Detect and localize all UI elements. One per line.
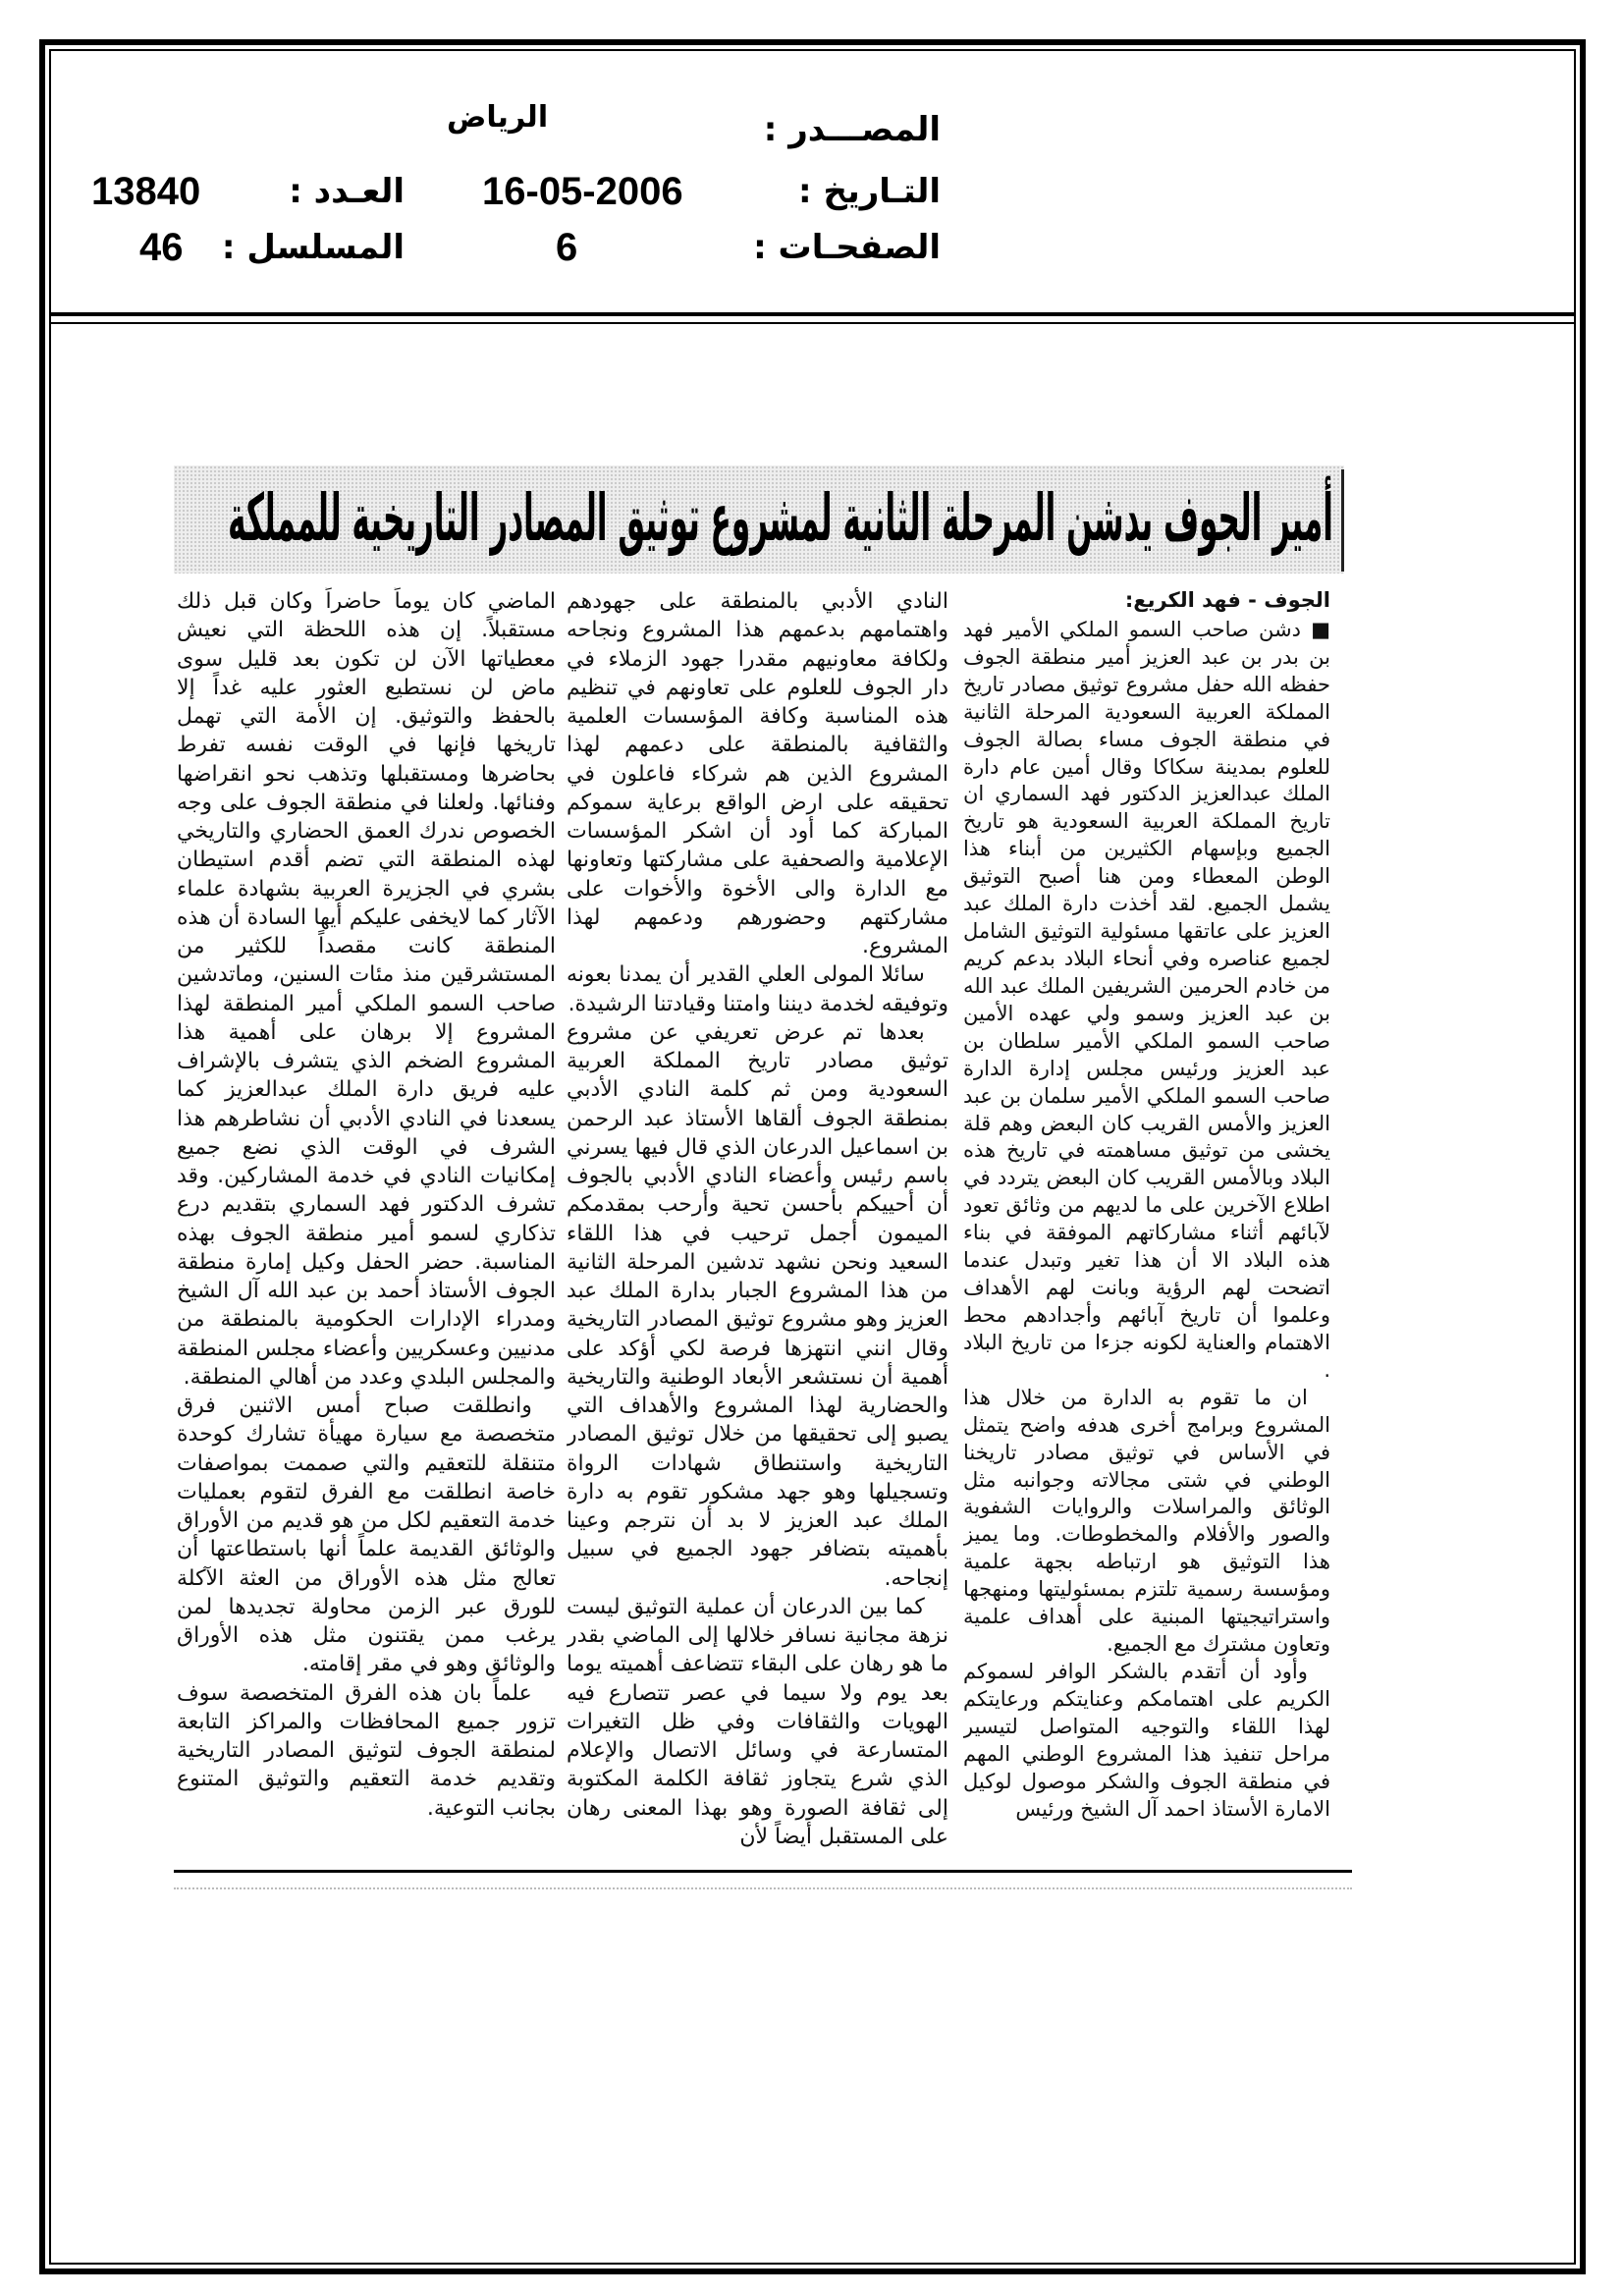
article-paragraph: كما بين الدرعان أن عملية التوثيق ليست نزهة مجانية نسافر خلالها إلى الماضي بقدر ما هو رهان على البقاء تتضاعف أهميته يوما بعد يوم ولا سيما في عصر تتصارع فيه الهويات والثقافات وفي ظل التغيرات المتسارعة في وسائل الاتصال والإعلام الذي شرع يتجاوز ثقافة الكلمة المكتوبة إلى ثقافة الصورة وهو بهذا المعنى رهان على المستقبل أيضاً لأن (567, 1594, 948, 1849)
article-paragraph: علماً بان هذه الفرق المتخصصة سوف تزور جميع المحافظات والمراكز التابعة لمنطقة الجوف لتوثيق المصادر التاريخية وتقديم خدمة التعقيم والتوثيق المتنوع بجانب التوعية. (177, 1680, 556, 1821)
article-paragraph: ان ما تقوم به الدارة من خلال هذا المشروع وبرامج أخرى هدفه واضح يتمثل في الأساس في توثيق مصادر تاريخنا الوطني في شتى مجالاته وجوانبه مثل الوثائق والمراسلات والروايات الشفوية والصور والأفلام والمخطوطات. وما يميز هذا التوثيق هو ارتباطه بجهة علمية ومؤسسة رسمية تلتزم بمسئوليتها ومنهجها واستراتيجيتها المبنية على أهداف علمية وتعاون مشترك مع الجميع. (963, 1385, 1330, 1657)
column-right (963, 587, 1330, 1858)
header-issue-label: العـدد : (289, 172, 405, 211)
article-byline: الجوف - فهد الكريع: (1124, 588, 1330, 612)
column-middle (567, 587, 948, 1858)
article-paragraph: وانطلقت صباح أمس الاثنين فرق متخصصة مع سيارة مهيأة تشارك كوحدة متنقلة للتعقيم والتي صممت بمواصفات خاصة انطلقت مع الفرق لتقوم بعمليات خدمة التعقيم لكل من هو قديم من الأوراق والوثائق القديمة علماً أنها باستطاعتها أن تعالج مثل هذه الأوراق من العثة الآكلة للورق عبر الزمن محاولة تجديدها لمن يرغب ممن يقتنون مثل هذه الأوراق والوثائق وهو في مقر إقامته. (177, 1394, 556, 1677)
header-pages-value: 6 (556, 226, 578, 269)
header-source-label: المصـــدر : (763, 110, 941, 149)
header-serial-value: 46 (139, 226, 184, 269)
article-paragraph: النادي الأدبي بالمنطقة على جهودهم واهتمامهم بدعمهم هذا المشروع ونجاحه ولكافة معاونيهم مقدرا جهود الزملاء في دار الجوف للعلوم على تعاونهم في تنظيم هذه المناسبة وكافة المؤسسات العلمية والثقافية بالمنطقة على دعمهم لهذا المشروع الذين هم شركاء فاعلون في تحقيقه على ارض الواقع برعاية سموكم المباركة كما أود أن اشكر المؤسسات الإعلامية والصحفية على مشاركتها وتعاونها مع الدارة والى الأخوة والأخوات على مشاركتهم وحضورهم ودعمهم لهذا المشروع. (567, 589, 948, 958)
article-paragraph: بعدها تم عرض تعريفي عن مشروع توثيق مصادر تاريخ المملكة العربية السعودية ومن ثم كلمة النادي الأدبي بمنطقة الجوف ألقاها الأستاذ عبد الرحمن بن اسماعيل الدرعان الذي قال فيها يسرني باسم رئيس وأعضاء النادي الأدبي بالجوف أن أحييكم بأحسن تحية وأرحب بمقدمكم الميمون أجمل ترحيب في هذا اللقاء السعيد ونحن نشهد تدشين المرحلة الثانية من هذا المشروع الجبار بدارة الملك عبد العزيز وهو مشروع توثيق المصادر التاريخية وقال انني انتهزها فرصة لكي أؤكد على أهمية أن نستشعر الأبعاد الوطنية والتاريخية والحضارية لهذا المشروع والأهداف التي يصبو إلى تحقيقها من خلال توثيق المصادر التاريخية واستنطاق شهادات الرواة وتسجيلها وهو جهد مشكور تقوم به دارة الملك عبد العزيز لا بد أن نترجم وعينا بأهميته بتضافر جهود الجميع في سبيل إنجاحه. (567, 1019, 948, 1591)
article-title: أمير الجوف يدشن المرحلة الثانية لمشروع توثيق المصادر التاريخية للمملكة (228, 480, 1333, 556)
header-pages-label: الصفحـات : (753, 228, 941, 267)
article-title-box (228, 471, 1333, 566)
header-date-value: 16-05-2006 (482, 170, 683, 213)
article-paragraph: وأود أن أتقدم بالشكر الوافر لسموكم الكريم على اهتمامكم وعنايتكم ورعايتكم لهذا اللقاء والتوجيه المتواصل لتيسير مراحل تنفيذ هذا المشروع الوطني المهم في منطقة الجوف والشكر موصول لوكيل الامارة الأستاذ احمد آل الشيخ ورئيس (963, 1659, 1330, 1821)
article-bottom-rule (174, 1870, 1352, 1873)
header-issue-value: 13840 (91, 170, 201, 213)
article-bottom-dotted-rule (174, 1887, 1352, 1889)
title-edge-rule (1341, 469, 1344, 572)
header-source-value: الرياض (447, 100, 549, 135)
article-paragraph: الماضي كان يوماً حاضراً وكان قبل ذلك مستقبلاً. إن هذه اللحظة التي نعيش معطياتها الآن لن تكون بعد قليل سوى ماض لن نستطيع العثور عليه غداً إلا بالحفظ والتوثيق. إن الأمة التي تهمل تاريخها فإنها في الوقت نفسه تفرط بحاضرها ومستقبلها وتذهب نحو انقراضها وفنائها. ولعلنا في منطقة الجوف على وجه الخصوص ندرك العمق الحضاري والتاريخي لهذه المنطقة التي تضم أقدم استيطان بشري في الجزيرة العربية بشهادة علماء الآثار كما لايخفى عليكم أيها السادة أن هذه المنطقة كانت مقصداً للكثير من المستشرقين منذ مئات السنين، وماتدشين صاحب السمو الملكي أمير المنطقة لهذا المشروع إلا برهان على أهمية هذا المشروع الضخم الذي يتشرف بالإشراف عليه فريق دارة الملك عبدالعزيز كما يسعدنا في النادي الأدبي أن نشاطرهم هذا الشرف في الوقت الذي نضع جميع إمكانيات النادي في خدمة المشاركين. وقد تشرف الدكتور فهد السماري بتقديم درع تذكاري لسمو أمير منطقة الجوف بهذه المناسبة. حضر الحفل وكيل إمارة منطقة الجوف الأستاذ أحمد بن عبد الله آل الشيخ ومدراء الإدارات الحكومية بالمنطقة من مدنيين وعسكريين وأعضاء مجلس المنطقة والمجلس البلدي وعدد من أهالي المنطقة. (177, 589, 556, 1390)
column-left (177, 587, 556, 1858)
article-paragraph: ■ دشن صاحب السمو الملكي الأمير فهد بن بدر بن عبد العزيز أمير منطقة الجوف حفظه الله حفل مشروع توثيق مصادر تاريخ المملكة العربية السعودية المرحلة الثانية في منطقة الجوف مساء بصالة الجوف للعلوم بمدينة سكاكا وقال أمين عام دارة الملك عبدالعزيز الدكتور فهد السماري ان تاريخ المملكة العربية السعودية هو تاريخ الجميع وبإسهام الكثيرين من أبناء هذا الوطن المعطاء ومن هنا أصبح التوثيق يشمل الجميع. لقد أخذت دارة الملك عبد العزيز على عاتقها مسئولية التوثيق الشامل لجميع عناصره وفي أنحاء البلاد بدعم كريم من خادم الحرمين الشريفين الملك عبد الله بن عبد العزيز وسمو ولي عهده الأمين صاحب السمو الملكي الأمير سلطان بن عبد العزيز ورئيس مجلس إدارة الدارة صاحب السمو الملكي الأمير سلمان بن عبد العزيز والأمس القريب كان البعض وهم قلة يخشى من توثيق مساهمته في تاريخ هذه البلاد وبالأمس القريب كان البعض يتردد في اطلاع الآخرين على ما لديهم من وثائق تعود لآبائهم أثناء مشاركاتهم الموفقة في بناء هذه البلاد الا أن هذا تغير وتبدل عندما اتضحت لهم الرؤية وبانت لهم الأهداف وعلموا أن تاريخ آبائهم وأجدادهم محط الاهتمام والعناية لكونه جزءا من تاريخ البلاد . (963, 617, 1330, 1382)
header-date-label: التـاريخ : (798, 172, 941, 211)
header-separator (49, 312, 1576, 324)
article-paragraph: سائلا المولى العلي القدير أن يمدنا بعونه وتوفيقه لخدمة ديننا وامتنا وقيادتنا الرشيدة. (567, 962, 948, 1016)
header-serial-label: المسلسل : (221, 228, 405, 267)
